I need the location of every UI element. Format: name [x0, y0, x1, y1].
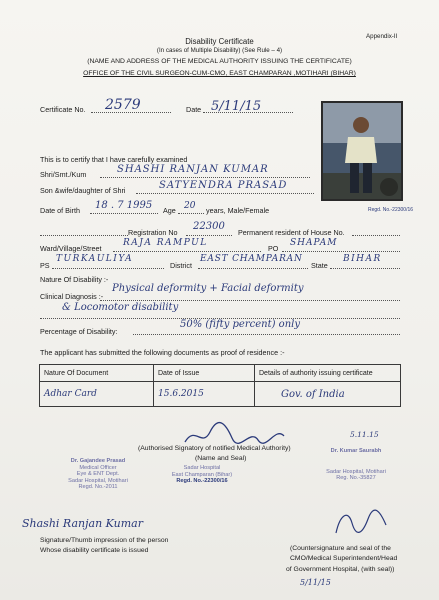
table-cell: 15.6.2015 — [154, 382, 255, 407]
documents-table — [39, 364, 401, 407]
diagnosis-label: Clinical Diagnosis :- — [40, 292, 104, 301]
certificate-no-value: 2579 — [105, 97, 141, 113]
parent-label: Son &wife/daughter of Shri — [40, 186, 126, 195]
diagnosis-line-2: & Locomotor disability — [62, 302, 179, 313]
po-value: SHAPAM — [290, 238, 338, 248]
photo-regd-stamp: Regd. No.-22300/16 — [368, 207, 414, 213]
ps-label: PS — [40, 261, 50, 270]
name-label: Shri/Smt./Kum — [40, 170, 87, 179]
dob-label: Date of Birth — [40, 206, 80, 215]
date-label: Date — [186, 105, 202, 114]
signature-date-1: 5.11.15 — [350, 430, 379, 439]
ps-value: TURKAULIYA — [56, 254, 134, 264]
registration-label: Registration No — [128, 228, 178, 237]
authority-caption: (Authorised Signatory of notified Medical Authority) — [138, 445, 291, 452]
table-header: Nature Of Document — [40, 365, 154, 382]
document-title: Disability Certificate — [185, 37, 254, 46]
table-header-row — [40, 365, 401, 382]
table-header: Details of authority issuing certificate — [255, 365, 401, 382]
po-label: PO — [268, 244, 279, 253]
parent-value: SATYENDRA PRASAD — [159, 180, 288, 191]
certificate-no-label: Certificate No. — [40, 105, 86, 114]
hospital-stamp-mid: Sadar Hospital East Champaran (Bihar) Regd. No.-22300/16 — [171, 465, 233, 484]
doctor-stamp-right: Dr. Kumar Saurabh Sadar Hospital, Motihari Reg. No.-35827 — [326, 448, 386, 481]
counter-signature-icon — [330, 505, 390, 540]
intro-text: This is to certify that I have carefully examined — [40, 155, 188, 164]
registration-value: 22300 — [193, 221, 225, 232]
nature-label: Nature Of Disability :- — [40, 275, 109, 284]
person-photo-icon — [323, 103, 401, 199]
countersign-caption-3: of Government Hospital, (with seal)) — [286, 566, 395, 573]
percentage-value: 50% (fifty percent) only — [180, 319, 300, 330]
document-subtitle: (In cases of Multiple Disability) (See Rule – 4) — [156, 47, 283, 54]
submitted-text: The applicant has submitted the following documents as proof of residence :- — [40, 348, 285, 357]
applicant-caption-1: Signature/Thumb impression of the person — [40, 537, 169, 544]
district-value: EAST CHAMPARAN — [200, 254, 303, 264]
name-value: SHASHI RANJAN KUMAR — [117, 164, 269, 175]
ward-label: Ward/Village/Street — [40, 244, 102, 253]
years-gender-label: years, Male/Female — [206, 206, 270, 215]
age-value: 20 — [184, 201, 196, 211]
countersign-caption-2: CMO/Medical Superintendent/Head — [290, 555, 398, 562]
appendix-label: Appendix-II — [366, 33, 398, 40]
name-seal-caption: (Name and Seal) — [195, 455, 247, 462]
district-label: District — [170, 261, 192, 270]
applicant-photo — [321, 101, 403, 201]
applicant-caption-2: Whose disability certificate is issued — [40, 547, 149, 554]
age-label: Age — [163, 206, 176, 215]
doctor-stamp-left: Dr. Gajandee Prasad Medical Officer Eye & ENT Dept. Sadar Hospital, Motihari Regd. No.-2011 — [68, 458, 128, 490]
table-cell: Gov. of India — [255, 382, 401, 407]
office-line: OFFICE OF THE CIVIL SURGEON-CUM-CMO, EAST CHAMPARAN ,MOTIHARI (BIHAR) — [83, 70, 356, 77]
signature-date-2: 5/11/15 — [300, 578, 331, 587]
state-label: State — [311, 261, 328, 270]
resident-label: Permanent resident of House No. — [238, 228, 345, 237]
table-cell: Adhar Card — [40, 382, 154, 407]
ward-value: RAJA RAMPUL — [123, 238, 208, 248]
table-header: Date of Issue — [154, 365, 255, 382]
date-value: 5/11/15 — [211, 99, 262, 114]
dob-value: 18 . 7 1995 — [95, 200, 153, 211]
authority-line: (NAME AND ADDRESS OF THE MEDICAL AUTHORITY ISSUING THE CERTIFICATE) — [87, 58, 352, 65]
countersign-caption-1: (Countersignature and seal of the — [290, 545, 391, 552]
table-row — [40, 382, 401, 407]
state-value: BIHAR — [343, 254, 382, 264]
percentage-label: Percentage of Disability: — [40, 327, 118, 336]
applicant-signature: Shashi Ranjan Kumar — [22, 517, 143, 530]
diagnosis-line-1: Physical deformity + Facial deformity — [112, 283, 304, 294]
